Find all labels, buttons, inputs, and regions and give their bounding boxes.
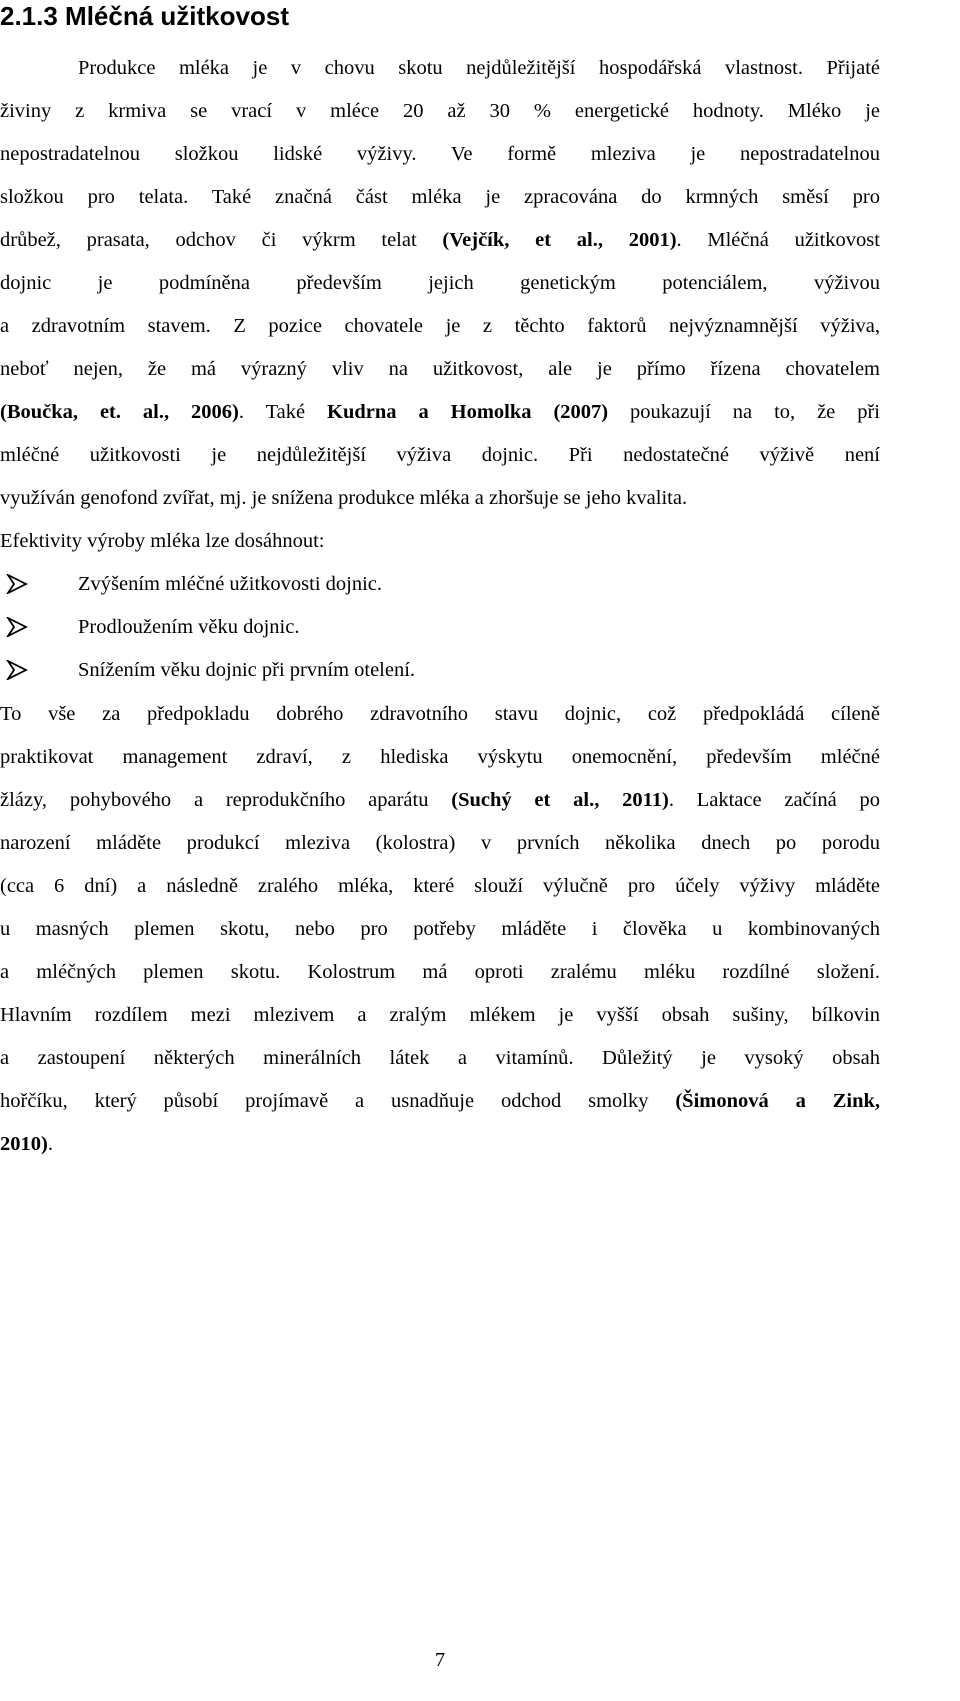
line-text: žlázy, pohybového a reprodukčního aparátu	[0, 789, 452, 811]
paragraph-line: živiny z krmiva se vrací v mléce 20 až 30 % energetické hodnoty. Mléko je	[0, 100, 880, 122]
paragraph-line	[0, 218, 880, 262]
paragraph-line: a zastoupení některých minerálních látek a vitamínů. Důležitý je vysoký obsah	[0, 1047, 880, 1069]
paragraph-line: (cca 6 dní) a následně zralého mléka, které slouží výlučně pro účely výživy mláděte	[0, 875, 880, 897]
paragraph-line: narození mláděte produkcí mleziva (kolostra) v prvních několika dnech po porodu	[0, 832, 880, 854]
citation: 2010)	[0, 1133, 48, 1155]
paragraph-line: u masných plemen skotu, nebo pro potřeby mláděte i člověka u kombinovaných	[0, 918, 880, 940]
paragraph-line: Hlavním rozdílem mezi mlezivem a zralým mlékem je vyšší obsah sušiny, bílkovin	[0, 1004, 880, 1026]
paragraph-line	[0, 1079, 880, 1123]
line-text: . Mléčná užitkovost	[676, 229, 880, 251]
paragraph-line: praktikovat management zdraví, z hlediska výskytu onemocnění, především mléčné	[0, 746, 880, 768]
paragraph-line: složkou pro telata. Také značná část mléka je zpracována do krmných směsí pro	[0, 186, 880, 208]
citation: (Suchý et al., 2011)	[451, 789, 669, 811]
paragraph-line	[0, 778, 880, 822]
list-item-label: Zvýšením mléčné užitkovosti dojnic.	[78, 573, 383, 595]
line-text: hořčíku, který působí projímavě a usnadňuje odchod smolky	[0, 1090, 676, 1112]
paragraph-line: Efektivity výroby mléka lze dosáhnout:	[0, 530, 325, 552]
arrowhead-bullet-icon	[6, 574, 28, 594]
paragraph-line: dojnic je podmíněna především jejich genetickým potenciálem, výživou	[0, 272, 880, 294]
paragraph-line: a zdravotním stavem. Z pozice chovatele je z těchto faktorů nejvýznamnější výživa,	[0, 315, 880, 337]
section-heading: 2.1.3 Mléčná užitkovost	[0, 1, 289, 31]
paragraph-line: a mléčných plemen skotu. Kolostrum má oproti zralému mléku rozdílné složení.	[0, 961, 880, 983]
citation: (Boučka, et. al., 2006)	[0, 401, 239, 423]
line-text: poukazují na to, že při	[608, 401, 880, 423]
paragraph-line: mléčné užitkovosti je nejdůležitější výživa dojnic. Při nedostatečné výživě není	[0, 444, 880, 466]
paragraph-line: využíván genofond zvířat, mj. je snížena produkce mléka a zhoršuje se jeho kvalita.	[0, 487, 688, 509]
paragraph-line: nepostradatelnou složkou lidské výživy. Ve formě mleziva je nepostradatelnou	[0, 143, 880, 165]
paragraph-line	[0, 1122, 880, 1166]
citation: (Vejčík, et al., 2001)	[442, 229, 677, 251]
citation: Kudrna a Homolka (2007)	[327, 401, 609, 423]
paragraph-line	[0, 390, 880, 434]
line-text: drůbež, prasata, odchov či výkrm telat	[0, 229, 443, 251]
line-text: . Také	[238, 401, 328, 423]
page-number: 7	[434, 1649, 446, 1671]
paragraph-line: Produkce mléka je v chovu skotu nejdůležitější hospodářská vlastnost. Přijaté	[78, 57, 880, 79]
paragraph-line: neboť nejen, že má výrazný vliv na užitkovost, ale je přímo řízena chovatelem	[0, 358, 880, 380]
list-item-label: Snížením věku dojnic při prvním otelení.	[78, 659, 416, 681]
line-text: . Laktace začíná po	[668, 789, 880, 811]
arrowhead-bullet-icon	[6, 617, 28, 637]
arrowhead-bullet-icon	[6, 660, 28, 680]
citation: (Šimonová a Zink,	[675, 1090, 880, 1112]
paragraph-line: To vše za předpokladu dobrého zdravotního stavu dojnic, což předpokládá cíleně	[0, 703, 880, 725]
list-item-label: Prodloužením věku dojnic.	[78, 616, 300, 638]
line-text: .	[47, 1133, 53, 1155]
